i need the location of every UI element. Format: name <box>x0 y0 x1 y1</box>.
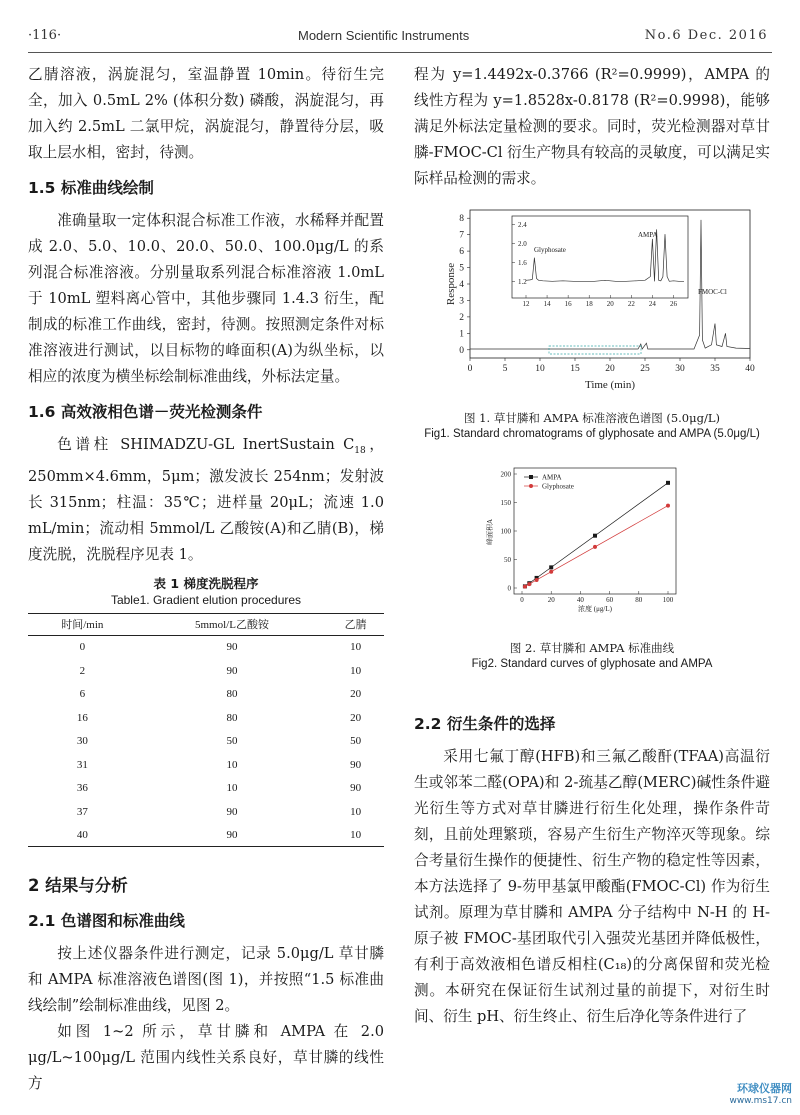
paragraph-2-2: 采用七氟丁醇(HFB)和三氟乙酸酐(TFAA)高温衍生或邻苯二醛(OPA)和 2-巯基乙醇(MERC)碱性条件避光衍生等方式对草甘膦进行衍生化处理，操作条件苛刻，且前处理繁琐，容易产生衍生产物淬灭等现象。综合考量衍生操作的便捷性、衍生产物的稳定性等因素，本方法选择了 9-芴甲基氯甲酸酯(FMOC-Cl) 作为衍生试剂。原理为草甘膦和 AMPA 分子结构中 N-H 的 H-原子被 FMOC-基团取代引入强荧光基团并降低极性，有利于高效液相色谱反相柱(C₁₈)的分离保留和荧光检测。本研究在保证衍生试剂过量的前提下，对衍生时间、衍生 pH、衍生终止、衍生后净化等条件进行了 <box>414 748 770 1025</box>
header-rule <box>28 52 772 53</box>
chart2-xtick-label: 80 <box>635 596 643 604</box>
table-cell: 0 <box>79 641 86 654</box>
paragraph-2-1-b: 如图 1~2 所示，草甘膦和 AMPA 在 2.0 μg/L~100μg/L 范围内线性关系良好，草甘膦的线性方 <box>28 1023 384 1093</box>
zoom-region-box <box>549 346 641 354</box>
point-glyphosate <box>523 585 527 589</box>
table-row <box>28 635 384 659</box>
inset-xtick-label: 22 <box>627 300 635 308</box>
paragraph-2-1: 按上述仪器条件进行测定，记录 5.0μg/L 草甘膦和 AMPA 标准溶液色谱图(图 1)，并按照“1.5 标准曲线绘制”绘制标准曲线，见图 2。 <box>28 945 384 1015</box>
paragraph-1-6 <box>28 432 384 568</box>
inset-xtick-label: 20 <box>606 300 614 308</box>
table-row <box>28 776 384 800</box>
table-header-time: 时间/min <box>28 613 137 635</box>
peak-label-fmoc: FMOC-Cl <box>698 288 727 296</box>
figure-2-caption: 图 2. 草甘膦和 AMPA 标准曲线 <box>509 641 675 655</box>
right-column <box>414 62 770 1030</box>
table-row <box>28 706 384 730</box>
table-cell: 90 <box>350 782 362 795</box>
watermark-logo: 环球仪器网 <box>737 1082 792 1095</box>
chart2-xlabel: 浓度 (μg/L) <box>578 605 612 613</box>
inset-ytick-label: 2.4 <box>518 221 527 230</box>
chart1-xtick-label: 25 <box>640 364 650 374</box>
table-cell: 40 <box>28 823 137 847</box>
legend-marker-glyphosate <box>529 484 533 488</box>
table-cell: 10 <box>327 823 384 847</box>
chart1-xtick-label: 15 <box>570 364 580 374</box>
chart2-xtick-label: 60 <box>606 596 614 604</box>
table-cell: 10 <box>226 782 238 795</box>
section-2-2-heading: 2.2 衍生条件的选择 <box>414 715 556 733</box>
chart1-ytick-label: 7 <box>459 230 464 241</box>
inset-xtick-label: 24 <box>648 300 656 308</box>
table-cell: 16 <box>76 711 88 724</box>
point-glyphosate <box>666 504 670 508</box>
table-cell: 80 <box>226 688 238 701</box>
table-row <box>28 729 384 753</box>
figure-2 <box>414 460 770 620</box>
left-column <box>28 62 384 1097</box>
table-cell: 10 <box>350 641 362 654</box>
standard-curve-chart <box>414 460 770 616</box>
chart1-ylabel: Response <box>445 262 457 306</box>
chart1-ytick-label: 0 <box>459 345 464 356</box>
chart2-ytick-label: 150 <box>500 499 511 507</box>
chart1-ytick-label: 6 <box>459 247 464 258</box>
table-cell: 90 <box>350 758 362 771</box>
chart2-xtick-label: 100 <box>662 596 674 604</box>
table-cell: 80 <box>226 711 238 724</box>
chart1-xtick-label: 20 <box>605 364 615 374</box>
paragraph-1-6-part-a: 色谱柱 SHIMADZU-GL InertSustain C <box>57 436 355 453</box>
table-header-row <box>28 613 384 635</box>
chart1-xtick-label: 30 <box>675 364 685 374</box>
table-cell: 10 <box>226 758 238 771</box>
section-2-1-heading: 2.1 色谱图和标准曲线 <box>28 912 185 931</box>
point-ampa <box>593 534 597 538</box>
chart2-xtick-label: 40 <box>576 596 584 604</box>
watermark-site: www.ms17.cn <box>729 1096 792 1106</box>
chromatogram-chart <box>414 204 770 394</box>
subscript-18: 18 <box>354 445 366 456</box>
point-glyphosate <box>549 570 553 574</box>
table-cell: 6 <box>79 688 86 701</box>
page-header <box>28 28 772 50</box>
figure-1-caption: 图 1. 草甘膦和 AMPA 标准溶液色谱图 (5.0μg/L) <box>464 411 720 425</box>
issue-info: No.6 Dec. 2016 <box>644 28 768 43</box>
table-cell: 2 <box>79 664 86 677</box>
paragraph-linear-equations: 程为 y=1.4492x-0.3766 (R²=0.9999)，AMPA 的线性方程为 y=1.8528x-0.8178 (R²=0.9998)，能够满足外标法定量检测的要求。同时，荧光检测器对草甘膦-FMOC-Cl 衍生产物具有较高的灵敏度，可以满足实际样品检测的需求。 <box>414 66 770 187</box>
chart2-xtick-label: 20 <box>547 596 555 604</box>
inset-xtick-label: 26 <box>669 300 677 308</box>
point-glyphosate <box>593 545 597 549</box>
table-1-title-en: Table1. Gradient elution procedures <box>110 592 302 607</box>
table-cell: 50 <box>350 735 362 748</box>
figure-2-caption-en: Fig2. Standard curves of glyphosate and AMPA <box>471 658 713 670</box>
table-cell: 20 <box>350 711 362 724</box>
inset-xtick-label: 16 <box>564 300 572 308</box>
chart1-ytick-label: 4 <box>459 280 464 290</box>
gradient-table <box>28 613 384 848</box>
watermark <box>682 1083 792 1111</box>
chart2-legend <box>524 474 574 491</box>
table-cell: 20 <box>350 688 362 701</box>
table-cell: 36 <box>76 782 88 795</box>
inset-xtick-label: 14 <box>543 300 551 308</box>
chart1-ytick-label: 5 <box>459 263 464 274</box>
section-1-6-heading: 1.6 高效液相色谱－荧光检测条件 <box>28 403 263 421</box>
table-header-acetonitrile: 乙腈 <box>327 613 384 635</box>
point-ampa <box>549 565 553 569</box>
table-1-title: 表 1 梯度洗脱程序 <box>153 575 259 591</box>
journal-title: Modern Scientific Instruments <box>298 28 470 43</box>
chart1-ytick-label: 8 <box>459 214 464 225</box>
chart1-ytick-label: 2 <box>459 312 464 323</box>
table-cell: 37 <box>76 805 88 818</box>
legend-label-ampa: AMPA <box>542 473 562 482</box>
table-row <box>28 823 384 847</box>
chart1-ytick-label: 3 <box>459 296 464 307</box>
table-cell: 90 <box>226 664 238 677</box>
chart2-ytick-label: 200 <box>500 470 511 479</box>
inset-ytick-label: 2.0 <box>518 240 527 249</box>
chart1-xtick-label: 0 <box>467 364 473 374</box>
peak-label-ampa: AMPA <box>638 231 658 239</box>
point-ampa <box>666 481 670 485</box>
table-body <box>28 635 384 847</box>
chart2-frame <box>514 468 676 594</box>
chart1-xtick-label: 5 <box>502 364 508 374</box>
table-cell: 50 <box>226 735 238 748</box>
table-cell: 10 <box>350 805 362 818</box>
table-cell: 31 <box>76 758 88 771</box>
legend-label-glyphosate: Glyphosate <box>542 482 574 491</box>
chart2-ytick-label: 100 <box>500 527 511 536</box>
table-header-ammonium-acetate: 5mmol/L乙酸铵 <box>137 613 328 635</box>
point-glyphosate <box>535 578 539 582</box>
page-number: ·116· <box>28 28 62 43</box>
table-cell: 10 <box>350 664 362 677</box>
paragraph-1-6-part-b: ，250mm×4.6mm，5μm；激发波长 254nm；发射波长 315nm；柱温：35℃；进样量 20μL；流速 1.0 mL/min；流动相 5mmol/L 乙酸铵(A)和乙腈(B)，梯度洗脱，洗脱程序见表 1。 <box>28 436 384 563</box>
chart2-ytick-label: 50 <box>504 556 511 564</box>
inset-frame <box>512 216 688 298</box>
figure-1-caption-en: Fig1. Standard chromatograms of glyphosate and AMPA (5.0μg/L) <box>424 428 760 440</box>
table-row <box>28 682 384 706</box>
table-cell: 30 <box>76 735 88 748</box>
chart2-ylabel: 峰面积A <box>486 518 494 546</box>
chart1-xtick-label: 40 <box>745 364 755 374</box>
chart1-xlabel: Time (min) <box>584 379 636 391</box>
figure-1 <box>414 204 770 398</box>
chart2-xtick-label: 0 <box>520 596 524 604</box>
table-row <box>28 800 384 824</box>
inset-xtick-label: 18 <box>585 300 593 308</box>
legend-marker-ampa <box>529 475 533 479</box>
paragraph-1-5: 准确量取一定体积混合标准工作液，水稀释并配置成 2.0、5.0、10.0、20.0、50.0、100.0μg/L 的系列混合标准溶液。分别量取系列混合标准溶液 1.0mL 于 10mL 塑料离心管中，其他步骤同 1.4.3 衍生，配制成的标准工作曲线，密封，待测。按照测定条件对标准溶液进行测试，以目标物的峰面积(A)为纵坐标，以相应的浓度为横坐标绘制标准曲线，外标法定量。 <box>28 212 384 385</box>
chart1-ytick-label: 1 <box>459 329 464 340</box>
peak-label-glyphosate: Glyphosate <box>534 246 566 254</box>
section-2-heading: 2 结果与分析 <box>28 876 128 896</box>
table-row <box>28 753 384 777</box>
table-cell: 90 <box>137 823 328 847</box>
section-1-5-heading: 1.5 标准曲线绘制 <box>28 179 154 197</box>
chart1-xtick-label: 35 <box>710 364 720 374</box>
inset-xtick-label: 12 <box>522 300 530 308</box>
point-glyphosate <box>527 582 531 586</box>
table-row <box>28 659 384 683</box>
inset-ytick-label: 1.2 <box>518 277 527 286</box>
table-cell: 90 <box>226 641 238 654</box>
chart1-xtick-label: 10 <box>535 364 545 374</box>
table-cell: 90 <box>226 805 238 818</box>
inset-ytick-label: 1.6 <box>518 258 527 267</box>
chart2-ytick-label: 0 <box>507 584 511 593</box>
paragraph-derivation-end: 乙腈溶液，涡旋混匀，室温静置 10min。待衍生完全，加入 0.5mL 2% (体积分数) 磷酸，涡旋混匀，再加入约 2.5mL 二氯甲烷，涡旋混匀，静置待分层，吸取上层水相，密封，待测。 <box>28 66 384 161</box>
